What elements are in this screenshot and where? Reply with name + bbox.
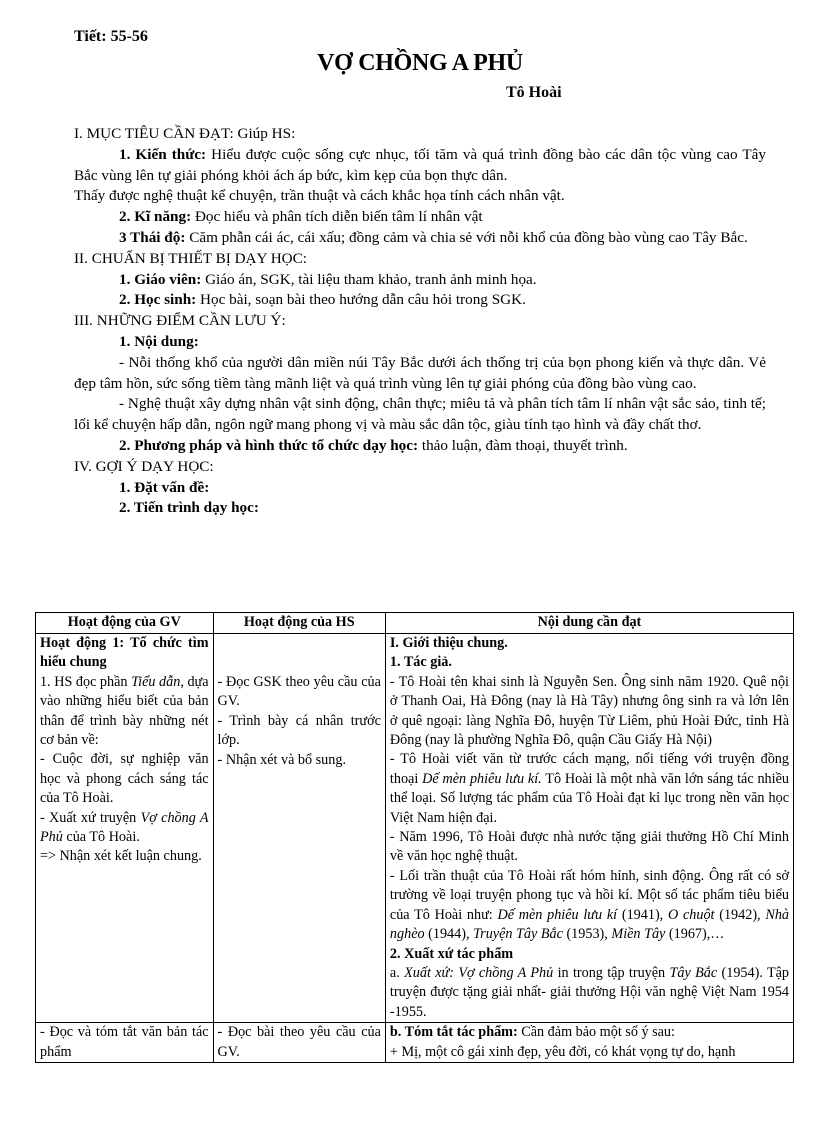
teacher-cell — [36, 1023, 214, 1063]
teacher-prep — [74, 270, 766, 291]
attitude-objective — [74, 228, 766, 249]
lesson-plan-table — [35, 612, 794, 1063]
section-2-title: II. CHUẨN BỊ THIẾT BỊ DẠY HỌC: — [74, 249, 308, 267]
skill-text: Đọc hiểu và phân tích diễn biến tâm lí nhân vật — [194, 208, 483, 226]
knowledge-text-2: Thấy được nghệ thuật kể chuyện, trần thuật và cách khắc họa tính cách nhân vật. — [74, 187, 565, 205]
author-style: - Lối trần thuật của Tô Hoài rất hóm hỉnh, sinh động. Ông rất có sở trường về loại truyện phong tục và hồi kí. Một số tác phẩm tiêu biểu của Tô Hoài như: Dế mèn phiêu lưu kí (1941), O chuột (1942), Nhà nghèo (1944), Truyện Tây Bắc (1953), Miền Tây (1967),… — [389, 867, 790, 943]
knowledge-objective — [74, 145, 766, 187]
table-row — [36, 1023, 794, 1063]
student-cell — [213, 634, 385, 1023]
table-header-row — [36, 613, 794, 634]
content-heading-2: 1. Tác giả. — [389, 654, 452, 671]
knowledge-text: Hiểu được cuộc sống cực nhục, tối tăm và quá trình đồng bào các dân tộc vùng cao Tây Bắc vùng lên tự giải phóng khỏi ách áp bức, kìm kẹp của bọn thực dân. — [74, 145, 766, 184]
header-content: Nội dung cần đạt — [385, 613, 793, 634]
section-1-title: I. MỤC TIÊU CẦN ĐẠT: Giúp HS: — [74, 125, 296, 142]
content-heading-3: 2. Xuất xứ tác phẩm — [389, 945, 514, 962]
student-step-3: - Nhận xét và bổ sung. — [217, 751, 346, 768]
student-prep — [74, 290, 766, 311]
author-career: - Tô Hoài viết văn từ trước cách mạng, nổi tiếng với truyện đồng thoại Dế mèn phiêu lưu kí. Tô Hoài là một nhà văn lớn sáng tác nhiều thể loại. Số lượng tác phẩm của Tô Hoài đạt kỉ lục trong nền văn học Việt Nam hiện đại. — [389, 751, 789, 826]
author-award: - Năm 1996, Tô Hoài được nhà nước tặng giải thưởng Hồ Chí Minh về văn học nghệ thuật. — [389, 829, 789, 865]
method-text: thảo luận, đàm thoại, thuyết trình. — [421, 436, 628, 454]
student-text: Học bài, soạn bài theo hướng dẫn câu hỏi trong SGK. — [200, 291, 526, 309]
student-label: 2. Học sinh: — [119, 291, 197, 309]
header-student: Hoạt động của HS — [213, 613, 385, 634]
knowledge-label: 1. Kiến thức: — [119, 145, 207, 163]
teacher-step-5: - Đọc và tóm tắt văn bản tác phẩm — [40, 1024, 209, 1060]
student-step-2: - Trình bày cá nhân trước lớp. — [217, 712, 381, 749]
section-3-title: III. NHỮNG ĐIỂM CẦN LƯU Ý: — [74, 312, 286, 330]
content-point-2: - Nghệ thuật xây dựng nhân vật sinh động, chân thực; miêu tả và phân tích tâm lí nhân vật sắc sảo, tinh tế; lối kể chuyện hấp dẫn, ngôn ngữ mang phong vị và màu sắc dân tộc, giàu tính tạo hình và đầy chất thơ. — [74, 395, 766, 434]
section-4-title: IV. GỢI Ý DẠY HỌC: — [74, 457, 214, 475]
teacher-text: Giáo án, SGK, tài liệu tham khảo, tranh ảnh minh họa. — [205, 270, 537, 288]
teacher-step-2: - Cuộc đời, sự nghiệp văn học và phong cách sáng tác của Tô Hoài. — [40, 751, 209, 807]
summary-line: b. Tóm tắt tác phẩm: Cần đảm bảo một số ý sau: — [389, 1024, 675, 1041]
table-row — [36, 634, 794, 1023]
skill-objective — [74, 207, 766, 228]
page-title: VỢ CHỒNG A PHỦ — [317, 50, 523, 76]
author-bio: - Tô Hoài tên khai sinh là Nguyễn Sen. Ông sinh năm 1920. Quê nội ở Thanh Oai, Hà Đông (nay là Hà Tây) nhưng ông sinh ra và lớn lên ở quê ngoại: làng Nghĩa Đô, huyện Từ Liêm, phủ Hoài Đức, tỉnh Hà Đông (nay là phường Nghĩa Đô, quận Cầu Giấy Hà Nội) — [389, 673, 789, 749]
attitude-label: 3 Thái độ: — [119, 228, 186, 246]
student-step-1: - Đọc GSK theo yêu cầu của GV. — [217, 674, 381, 710]
content-label: 1. Nội dung: — [119, 332, 199, 350]
teacher-step-1: 1. HS đọc phần Tiểu dẫn, dựa vào những hiểu biết của bản thân để trình bày những nét cơ bản về: — [40, 673, 209, 749]
intro-step: 1. Đặt vấn đề: — [119, 478, 210, 496]
teacher-step-4: => Nhận xét kết luận chung. — [40, 848, 202, 865]
content-cell — [385, 634, 793, 1023]
method-line — [74, 436, 766, 457]
student-step-4: - Đọc bài theo yêu cầu của GV. — [217, 1024, 381, 1060]
content-cell — [385, 1023, 793, 1063]
student-cell — [213, 1023, 385, 1063]
work-origin: a. Xuất xứ: Vợ chồng A Phủ in trong tập truyện Tây Bắc (1954). Tập truyện được tặng giải nhất- giải thưởng Hội văn nghệ Việt Nam 1954 -1955. — [389, 964, 790, 1020]
teacher-label: 1. Giáo viên: — [119, 270, 202, 288]
activity-1-title: Hoạt động 1: Tổ chức tìm hiểu chung — [40, 635, 209, 671]
skill-label: 2. Kĩ năng: — [119, 208, 192, 226]
attitude-text: Căm phẫn cái ác, cái xấu; đồng cảm và chia sẻ với nỗi khổ của đồng bào vùng cao Tây Bắc. — [189, 228, 748, 246]
author-name: Tô Hoài — [506, 84, 562, 101]
summary-point-1: + Mị, một cô gái xinh đẹp, yêu đời, có khát vọng tự do, hạnh — [389, 1043, 736, 1060]
content-point-1: - Nỗi thống khổ của người dân miền núi Tây Bắc dưới ách thống trị của bọn phong kiến và thực dân. Vẻ đẹp tâm hồn, sức sống tiềm tàng mãnh liệt và quá trình vùng lên tự giải phóng của đồng bào vùng cao. — [74, 353, 766, 392]
content-heading-1: I. Giới thiệu chung. — [389, 635, 508, 651]
lesson-number: Tiết: 55-56 — [74, 28, 148, 45]
method-label: 2. Phương pháp và hình thức tổ chức dạy học: — [119, 436, 419, 454]
teacher-cell — [36, 634, 214, 1023]
lesson-body — [74, 124, 766, 519]
process-step: 2. Tiến trình dạy học: — [119, 499, 259, 517]
header-teacher: Hoạt động của GV — [36, 613, 214, 634]
teacher-step-3: - Xuất xứ truyện Vợ chồng A Phủ của Tô Hoài. — [40, 809, 209, 846]
